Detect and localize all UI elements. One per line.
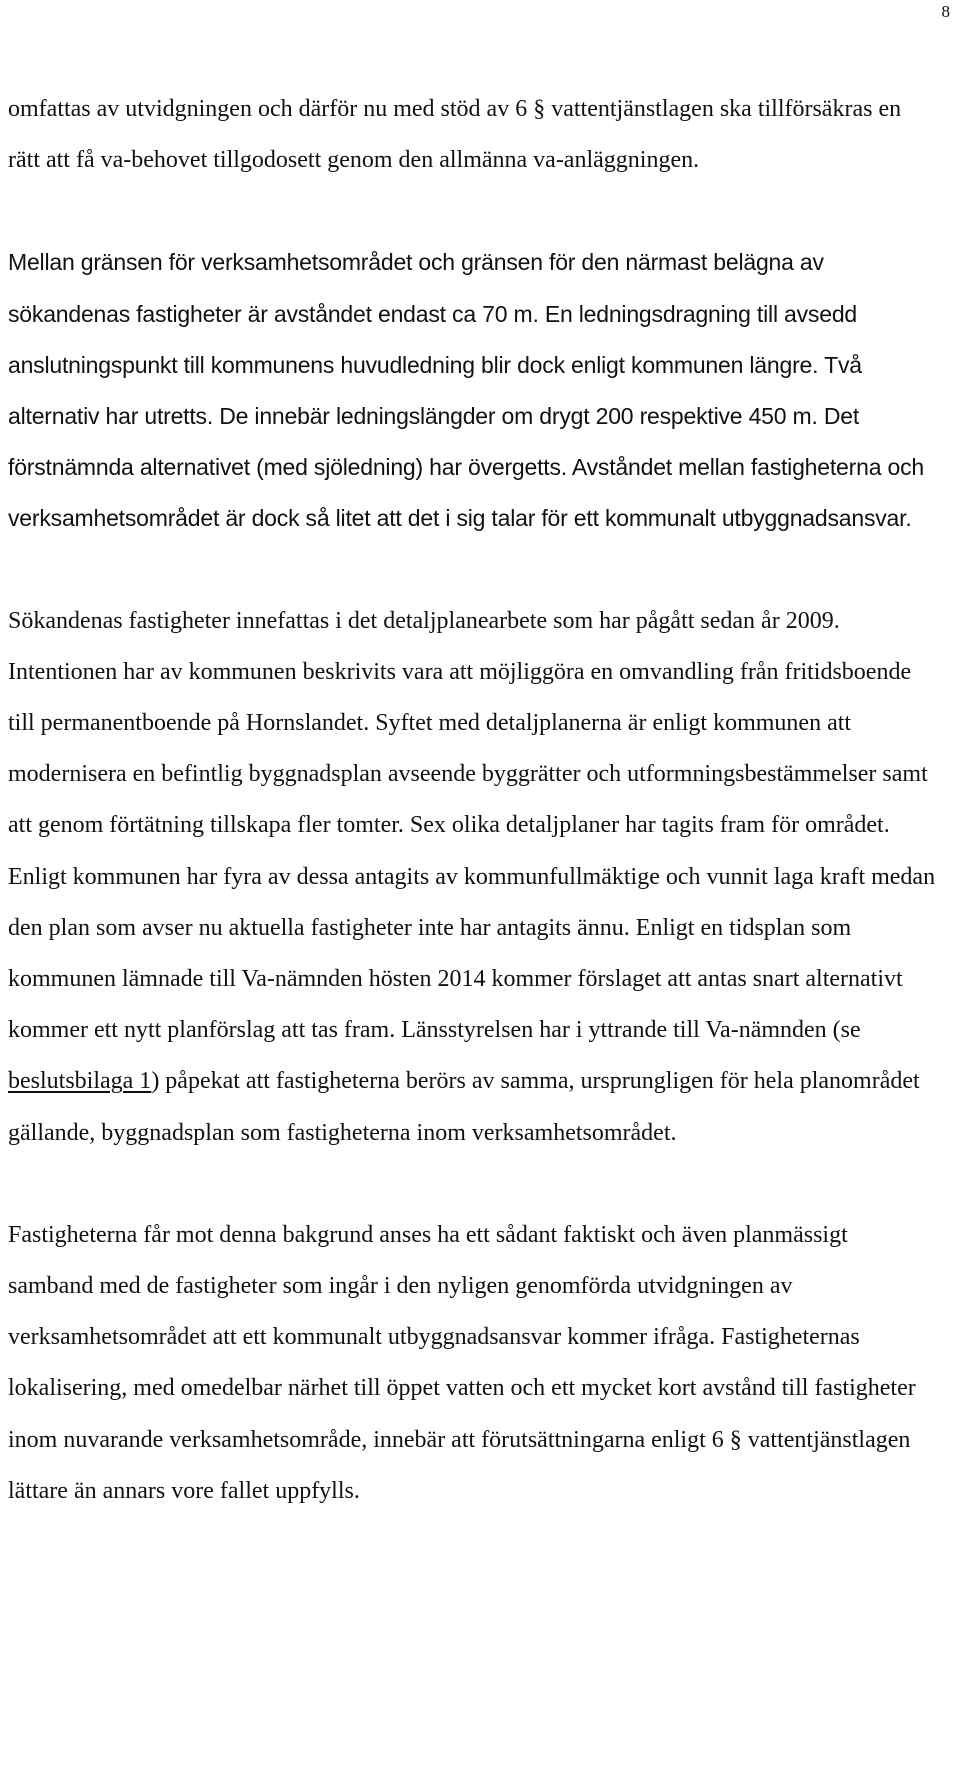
paragraph-3-text-before-link: Sökandenas fastigheter innefattas i det detaljplanearbete som har pågått sedan år 2009. Intentionen har av kommunen beskrivits vara att möjliggöra en omvandling från fritidsboende till permanentboende på Hornslandet. Syftet med detaljplanerna är enligt kommunen att modernisera en befintlig byggnadsplan avseende byggrätter och utformningsbestämmelser samt att genom förtätning tillskapa fler tomter. Sex olika detaljplaner har tagits fram för området. Enligt kommunen har fyra av dessa antagits av kommunfullmäktige och vunnit laga kraft medan den plan som avser nu aktuella fastigheter inte har antagits ännu. Enligt en tidsplan som kommunen lämnade till Va-nämnden hösten 2014 kommer förslaget att antas snart alternativt kommer ett nytt planförslag att tas fram. Länsstyrelsen har i yttrande till Va-nämnden (se (8, 607, 936, 1044)
paragraph-1: omfattas av utvidgningen och därför nu med stöd av 6 § vattentjänstlagen ska tillförsäkras en rätt att få va-behovet tillgodosett genom den allmänna va-anläggningen. (8, 96, 902, 174)
paragraph-3-text-after-link: ) påpekat att fastigheterna berörs av samma, ursprungligen för hela planområdet gällande, byggnadsplan som fastigheterna inom verksamhetsområdet. (8, 1068, 920, 1146)
paragraph-2: Mellan gränsen för verksamhetsområdet och gränsen för den närmast belägna av sökandenas fastigheter är avståndet endast ca 70 m. En ledningsdragning till avsedd anslutningspunkt till kommunens huvudledning blir dock enligt kommunen längre. Två alternativ har utretts. De innebär ledningslängder om drygt 200 respektive 450 m. Det förstnämnda alternativet (med sjöledning) har övergetts. Avståndet mellan fastigheterna och verksamhetsområdet är dock så litet att det i sig talar för ett kommunalt utbyggnadsansvar. (8, 249, 924, 532)
paragraph-4: Fastigheterna får mot denna bakgrund anses ha ett sådant faktiskt och även planmässigt samband med de fastigheter som ingår i den nyligen genomförda utvidgningen av verksamhetsområdet att ett kommunalt utbyggnadsansvar kommer ifråga. Fastigheternas lokalisering, med omedelbar närhet till öppet vatten och ett mycket kort avstånd till fastigheter inom nuvarande verksamhetsområde, innebär att förutsättningarna enligt 6 § vattentjänstlagen lättare än annars vore fallet uppfylls. (8, 1221, 916, 1504)
paragraph-3 (8, 596, 938, 1159)
document-body (8, 84, 938, 1517)
page-number: 8 (941, 2, 950, 21)
beslutsbilaga-link[interactable]: beslutsbilaga 1 (8, 1068, 152, 1095)
